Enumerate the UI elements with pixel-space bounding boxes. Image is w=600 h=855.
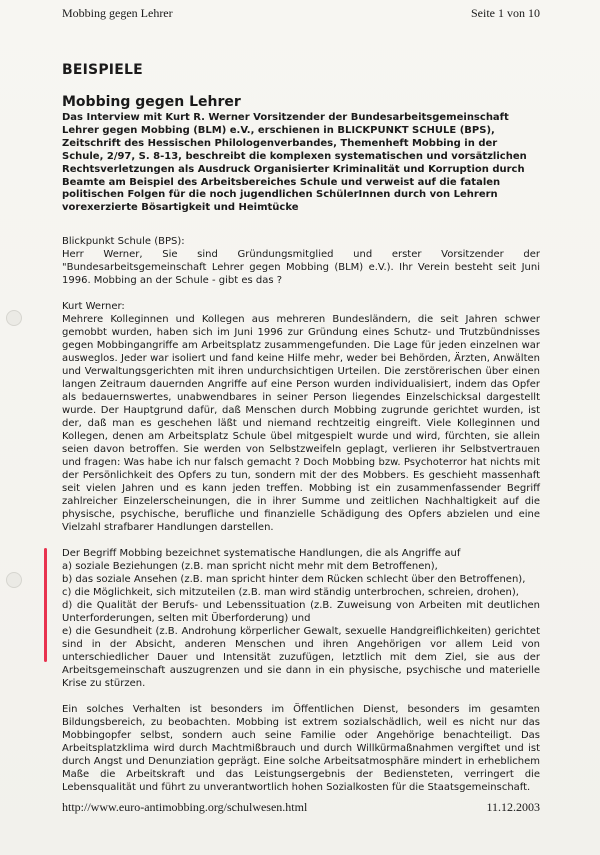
footer-date: 11.12.2003 — [486, 800, 540, 814]
article-title: Mobbing gegen Lehrer — [62, 94, 241, 110]
closing-paragraph: Ein solches Verhalten ist besonders im Öffentlichen Dienst, besonders im gesamten Bildungsbereich, zu beobachten. Mobbing ist extrem sozialschädlich, weil es nicht nur das Mobbingopfer selbst, sondern auch seine Familie oder Angehörige benachteiligt. Das Arbeitsplatzklima wird durch Machtmißbrauch und durch Willkürmaßnahmen vergiftet und ist durch Angst und Denunziation geprägt. Eine solche Arbeitsatmosphäre mindert in erheblichem Maße die Arbeitskraft und das Leistungsergebnis der Bediensteten, verringert die Lebensqualität und führt zu unverantwortlich hohen Sozialkosten für die Staatsgemeinschaft. — [62, 704, 540, 794]
document-body — [62, 62, 540, 794]
highlighter-mark — [44, 548, 47, 662]
page-header — [62, 6, 540, 21]
page-footer — [62, 800, 540, 815]
page-indicator: Seite 1 von 10 — [471, 6, 540, 20]
answer-text: Mehrere Kolleginnen und Kollegen aus mehreren Bundesländern, die seit Jahren schwer gemobbt wurden, haben sich im Juni 1996 zur Gründung eines Schutz- und Trutzbündnisses gegen Mobbingangriffe am Arbeitsplatz zusammengefunden. Die Lage für jeden einzelnen war ausweglos. Jeder war isoliert und fand keine Hilfe mehr, weder bei Behörden, Ärzten, Anwälten und Verwaltungsgerichten mit ihren undurchsichtigen Urteilen. Die zerstörerischen über einen langen Zeitraum dauernden Angriffe auf eine Person wurden individualisiert, indem das Opfer als bedauernswertes, unabwendbares in seiner Person liegendes Einzelschicksal dargestellt wurde. Der Hauptgrund dafür, daß Menschen durch Mobbing zugrunde gerichtet wurden, ist der, daß man es geschehen läßt und niemand rechtzeitig eingreift. Viele Kolleginnen und Kollegen, denen am Arbeitsplatz Schule übel mitgespielt wurde und wird, fürchten, sie allein seien davon betroffen. Sie werden von Selbstzweifeln geplagt, verlieren ihr Selbstvertrauen und fragen: Was habe ich nur falsch gemacht ? Doch Mobbing bzw. Psychoterror hat nichts mit der Persönlichkeit des Opfers zu tun, sondern mit der des Mobbers. Es geschieht massenhaft seit vielen Jahren und es kann jeden treffen. Mobbing ist ein zusammenfassender Begriff zahlreicher Einzelerscheinungen, die in ihrer Summe und zeitlichen Nachhaltigkeit auf die physische, psychische, berufliche und finanzielle Schädigung des Opfers abzielen und eine Vielzahl strafbarer Handlungen darstellen. — [62, 314, 540, 534]
definition-item-d: d) die Qualität der Berufs- und Lebenssituation (z.B. Zuweisung von Arbeiten mit deutlichen Unterforderungen, selten mit Überforderung) und — [62, 600, 540, 625]
definition-lead: Der Begriff Mobbing bezeichnet systematische Handlungen, die als Angriffe auf — [62, 548, 461, 560]
question-speaker: Blickpunkt Schule (BPS): — [62, 236, 185, 248]
article-intro: Das Interview mit Kurt R. Werner Vorsitzender der Bundesarbeitsgemeinschaft Lehrer gegen Mobbing (BLM) e.V., erschienen in BLICKPUNKT SCHULE (BPS), Zeitschrift des Hessischen Philologenverbandes, Themenheft Mobbing in der Schule, 2/97, S. 8-13, beschreibt die komplexen systematischen und vorsätzlichen Rechtsverletzungen als Ausdruck Organisierter Kriminalität und Korruption durch Beamte am Beispiel des Arbeitsbereiches Schule und verweist auf die fatalen politischen Folgen für die noch jugendlichen SchülerInnen durch von Lehrern vorexerzierte Bösartigkeit und Heimtücke — [62, 112, 527, 214]
question-text: Herr Werner, Sie sind Gründungsmitglied und erster Vorsitzender der "Bundesarbeitsgemeinschaft Lehrer gegen Mobbing (BLM) e.V.). Ihr Verein besteht seit Juni 1996. Mobbing an der Schule - gibt es das ? — [62, 249, 540, 287]
punch-hole — [6, 572, 22, 588]
definition-block — [62, 547, 540, 690]
definition-item-a: a) soziale Beziehungen (z.B. man spricht nicht mehr mit dem Betroffenen), — [62, 561, 438, 573]
definition-item-b: b) das soziale Ansehen (z.B. man spricht hinter dem Rücken schlecht über den Betroffenen), — [62, 574, 526, 586]
footer-url[interactable]: http://www.euro-antimobbing.org/schulwesen.html — [62, 800, 308, 814]
definition-item-c: c) die Möglichkeit, sich mitzuteilen (z.B. man wird ständig unterbrochen, schreien, drohen), — [62, 587, 519, 599]
definition-item-e: e) die Gesundheit (z.B. Androhung körperlicher Gewalt, sexuelle Handgreiflichkeiten) gerichtet sind in der Absicht, anderen Menschen und ihren Angehörigen vor allem Leid von unterschiedlicher Dauer und Intensität zuzufügen, letztlich mit dem Ziel, sie aus der Arbeitsgemeinschaft auszugrenzen und sie dann in ein physische, psychische und materielle Krise zu stürzen. — [62, 626, 540, 690]
header-title: Mobbing gegen Lehrer — [62, 6, 173, 20]
section-label: BEISPIELE — [62, 62, 143, 78]
answer-speaker: Kurt Werner: — [62, 301, 125, 313]
punch-hole — [6, 310, 22, 326]
